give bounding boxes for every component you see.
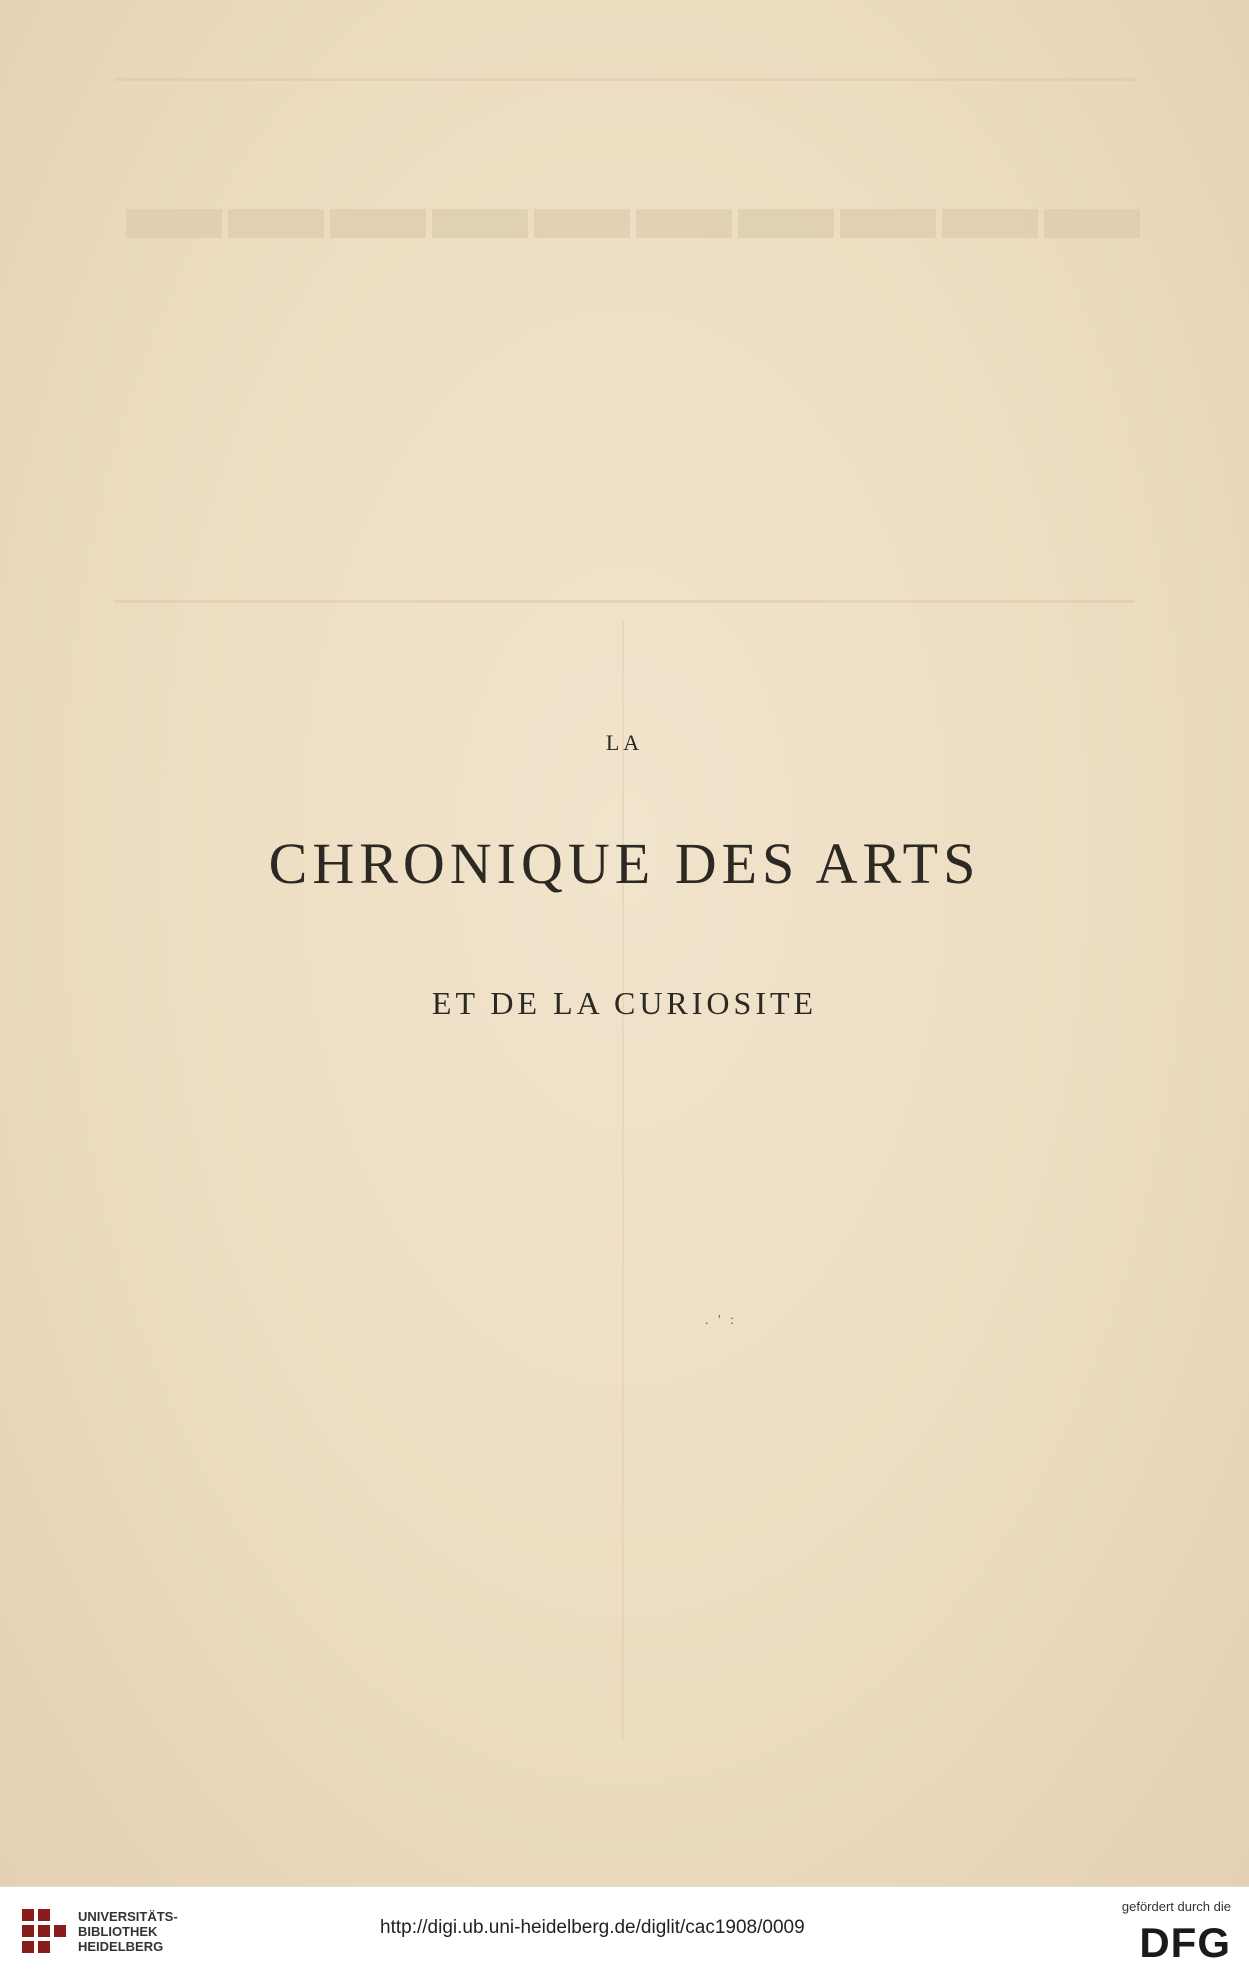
bleed-through-rule-top (115, 78, 1135, 81)
library-name-line-3: HEIDELBERG (78, 1939, 164, 1954)
library-name (78, 1909, 178, 1954)
university-library-logo-icon (18, 1905, 70, 1959)
library-name-line-1: UNIVERSITÄTS- (78, 1909, 178, 1924)
ink-specks: . ' : (705, 1313, 737, 1328)
bleed-through-rule-mid (115, 600, 1135, 603)
title-kicker: LA (605, 730, 644, 755)
funder-logo: DFG (1139, 1919, 1231, 1966)
funded-by-label: gefördert durch die (1121, 1899, 1231, 1914)
viewer-footer (0, 1886, 1249, 1977)
library-name-line-2: BIBLIOTHEK (78, 1924, 158, 1939)
page-title: CHRONIQUE DES ARTS (268, 831, 981, 896)
bleed-through-column-divider (622, 620, 624, 1740)
bleed-through-masthead: ▬▬▬▬▬▬▬▬▬▬ (120, 152, 1140, 259)
page-subtitle: ET DE LA CURIOSITE (431, 985, 818, 1021)
permalink-url[interactable]: http://digi.ub.uni-heidelberg.de/diglit/cac1908/0009 (380, 1917, 805, 1938)
